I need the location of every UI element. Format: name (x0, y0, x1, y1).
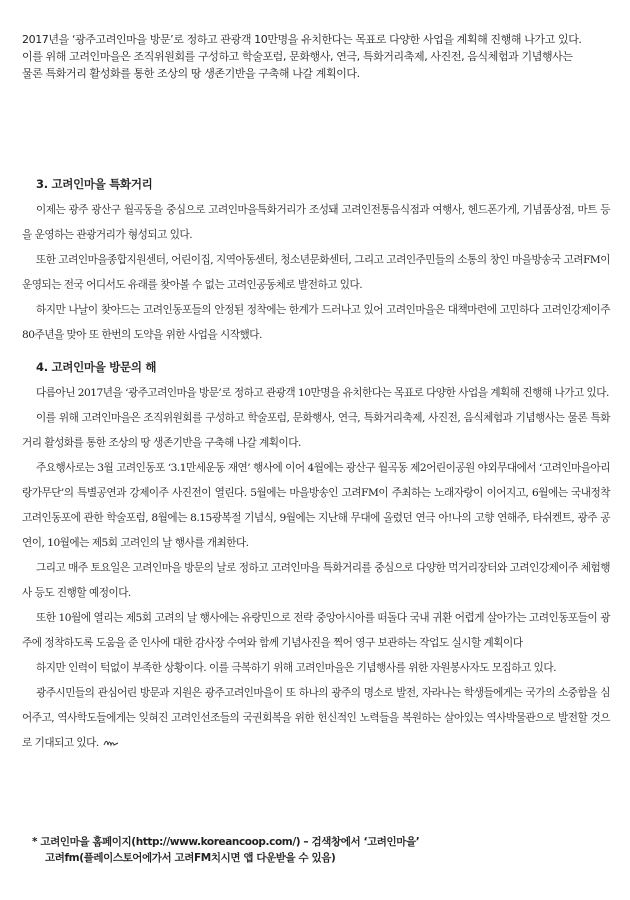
body-paragraph-final (22, 681, 610, 756)
intro-line: 이를 위해 고려인마을은 조직위원회를 구성하고 학술포럼, 문화행사, 연극, 특화거리축제, 사진전, 음식체험과 기념행사는 (22, 50, 573, 63)
section-heading: 4. 고려인마을 방문의 해 (36, 360, 157, 374)
footnote-line-radio-app: 고려fm(플레이스토어에가서 고려FM치시면 앱 다운받을 수 있음) (45, 852, 336, 864)
footnote-line-homepage: * 고려인마을 홈페이지(http://www.koreancoop.com/) – 검색창에서 ‘고려인마을’ (32, 836, 420, 848)
body-paragraph: 다름아닌 2017년을 ‘광주고려인마을 방문’로 정하고 관광객 10만명을 유치한다는 목표로 다양한 사업을 계획해 진행해 나가고 있다. (36, 387, 609, 399)
signature-mark-icon (103, 739, 119, 747)
section-visit-year (22, 359, 610, 756)
intro-line: 물론 특화거리 활성화를 통한 조상의 땅 생존기반을 구축해 나갈 계획이다. (22, 67, 360, 80)
body-paragraph: 하지만 나날이 찾아드는 고려인동포들의 안정된 정착에는 한계가 드러나고 있어 고려인마을은 대책마련에 고민하다 고려인강제이주 80주년을 맞아 또 한번의 도약을 위한 사업을 시작했다. (22, 304, 610, 341)
body-paragraph: 주요행사로는 3월 고려인동포 ‘3.1만세운동 재연’ 행사에 이어 4월에는 광산구 월곡동 제2어린이공원 야외무대에서 ‘고려인마을아리랑가무단’의 특별공연과 강제이주 사진전이 열린다. 5월에는 마을방송인 고려FM이 주최하는 노래자랑이 이어지고, 6월에는 국내정착 고려인동포에 관한 학술포럼, 8월에는 8.15광복절 기념식, 9월에는 지난해 무대에 올렸던 연극 아!나의 고향 연해주, 타쉬켄트, 광주 공연이, 10월에는 제5회 고려인의 날 행사를 개최한다. (22, 462, 610, 549)
section-heading: 3. 고려인마을 특화거리 (36, 177, 153, 191)
body-paragraph: 하지만 인력이 턱없이 부족한 상황이다. 이를 극복하기 위해 고려인마을은 기념행사를 위한 자원봉사자도 모집하고 있다. (36, 662, 556, 674)
footnote (32, 834, 612, 866)
body-paragraph: 그리고 매주 토요일은 고려인마을 방문의 날로 정하고 고려인마을 특화거리를 중심으로 다양한 먹거리장터와 고려인강제이주 체험행사 등도 진행할 예정이다. (22, 562, 610, 599)
section-special-street (22, 176, 610, 348)
body-paragraph: 이제는 광주 광산구 월곡동을 중심으로 고려인마을특화거리가 조성돼 고려인전통음식점과 여행사, 헨드폰가게, 기념품상점, 마트 등을 운영하는 관광거리가 형성되고 있다. (22, 204, 610, 241)
body-paragraph: 또한 10월에 열리는 제5회 고려의 날 행사에는 유랑민으로 전락 중앙아시아를 떠돌다 국내 귀환 어렵게 살아가는 고려인동포들이 광주에 정착하도록 도움을 준 인사에 대한 감사장 수여와 함께 기념사진을 찍어 영구 보관하는 작업도 실시할 계획이다 (22, 612, 610, 649)
body-paragraph: 이를 위해 고려인마을은 조직위원회를 구성하고 학술포럼, 문화행사, 연극, 특화거리축제, 사진전, 음식체험과 기념행사는 물론 특화거리 활성화를 통한 조상의 땅 생존기반을 구축해 나갈 계획이다. (22, 412, 610, 449)
intro-line: 2017년을 ‘광주고려인마을 방문’로 정하고 관광객 10만명을 유치한다는 목표로 다양한 사업을 계획해 진행해 나가고 있다. (22, 33, 582, 46)
final-paragraph-text: 광주시민들의 관심어린 방문과 지원은 광주고려인마을이 또 하나의 광주의 명소로 발전, 자라나는 학생들에게는 국가의 소중함을 심어주고, 역사학도들에게는 잊혀진 고려인선조들의 국권회복을 위한 헌신적인 노력들을 복원하는 살아있는 역사박물관으로 발전할 것으로 기대되고 있다. (22, 687, 610, 749)
body-paragraph: 또한 고려인마을종합지원센터, 어린이집, 지역아동센터, 청소년문화센터, 그리고 고려인주민들의 소통의 창인 마을방송국 고려FM이 운영되는 전국 어디서도 유래를 찾아볼 수 없는 고려인공동체로 발전하고 있다. (22, 254, 610, 291)
intro-paragraph (22, 31, 610, 82)
